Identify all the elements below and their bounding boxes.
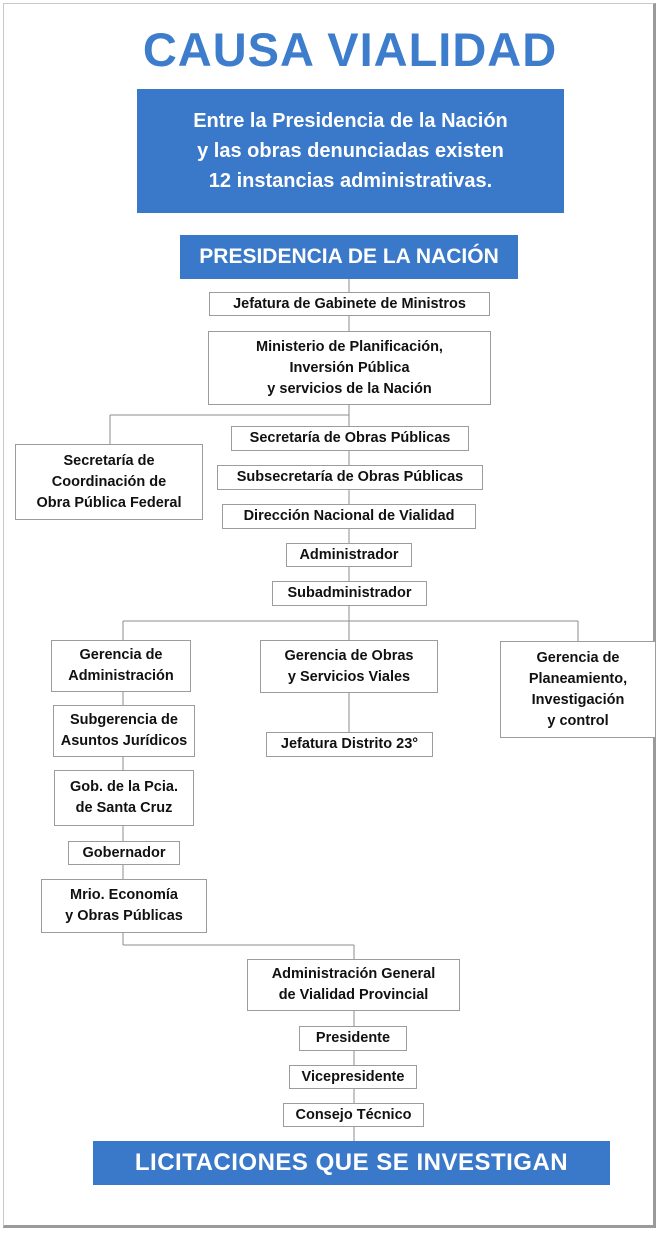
node-line: de Santa Cruz [75, 800, 173, 816]
node-vicepresidente [289, 1065, 417, 1089]
node-line: Presidente [315, 1030, 391, 1046]
node-line: Investigación [531, 691, 625, 708]
node-line: Gob. de la Pcia. [70, 779, 178, 795]
node-line: Ministerio de Planificación, [256, 338, 443, 355]
node-dir-vialidad [222, 504, 476, 529]
intro-line: 12 instancias administrativas. [208, 170, 493, 192]
node-line: Consejo Técnico [295, 1106, 412, 1123]
intro-line: Entre la Presidencia de la Nación [193, 110, 508, 132]
node-line: y control [547, 712, 609, 729]
node-line: y Servicios Viales [287, 668, 411, 685]
node-subgerencia-juridicos [53, 705, 195, 757]
node-line: Dirección Nacional de Vialidad [243, 508, 455, 524]
node-line: y servicios de la Nación [267, 380, 432, 397]
node-line: Jefatura Distrito 23° [280, 736, 419, 752]
node-sec-coordinacion [15, 444, 203, 520]
intro-box [137, 89, 564, 213]
node-line: Jefatura de Gabinete de Ministros [233, 295, 466, 312]
node-gobernador [68, 841, 180, 865]
node-gerencia-admin [51, 640, 191, 692]
node-line: Obra Pública Federal [36, 494, 182, 511]
node-admin-vialidad-provincial [247, 959, 460, 1011]
node-line: Inversión Pública [289, 359, 410, 376]
node-line: Subsecretaría de Obras Públicas [236, 469, 464, 485]
node-line: Coordinación de [51, 473, 167, 490]
node-line: Planeamiento, [528, 670, 628, 687]
node-line: Gerencia de [79, 647, 163, 663]
node-line: Mrio. Economía [70, 887, 178, 903]
node-line: Subadministrador [287, 585, 412, 601]
node-presidente [299, 1026, 407, 1051]
node-line: Gerencia de Obras [284, 647, 414, 664]
node-line: Secretaría de Obras Públicas [249, 430, 451, 446]
node-line: y Obras Públicas [65, 908, 183, 924]
node-sec-obras [231, 426, 469, 451]
node-line: Gobernador [82, 844, 166, 861]
node-line: Secretaría de [63, 452, 155, 469]
node-gob-santa-cruz [54, 770, 194, 826]
node-line: de Vialidad Provincial [278, 987, 429, 1003]
node-line: Subgerencia de [70, 712, 178, 728]
node-line: Administración [68, 668, 174, 684]
node-line: Administración General [271, 966, 436, 982]
node-gerencia-planeamiento [500, 641, 656, 738]
node-gerencia-obras [260, 640, 438, 693]
node-line: Administrador [299, 546, 399, 563]
node-jefatura-distrito [266, 732, 433, 757]
intro-line: y las obras denunciadas existen [197, 140, 504, 162]
page-title: CAUSA VIALIDAD [142, 23, 558, 76]
node-jefatura-gabinete [209, 292, 490, 316]
licitaciones-box: LICITACIONES QUE SE INVESTIGAN [93, 1141, 610, 1185]
node-subsec-obras [217, 465, 483, 490]
node-consejo-tecnico [283, 1103, 424, 1127]
node-line: Gerencia de [536, 649, 620, 666]
node-line: Vicepresidente [301, 1068, 405, 1085]
node-subadministrador [272, 581, 427, 606]
node-mrio-economia [41, 879, 207, 933]
presidencia-box: PRESIDENCIA DE LA NACIÓN [180, 235, 518, 279]
node-administrador [286, 543, 412, 567]
node-line: Asuntos Jurídicos [60, 733, 188, 749]
node-ministerio [208, 331, 491, 405]
